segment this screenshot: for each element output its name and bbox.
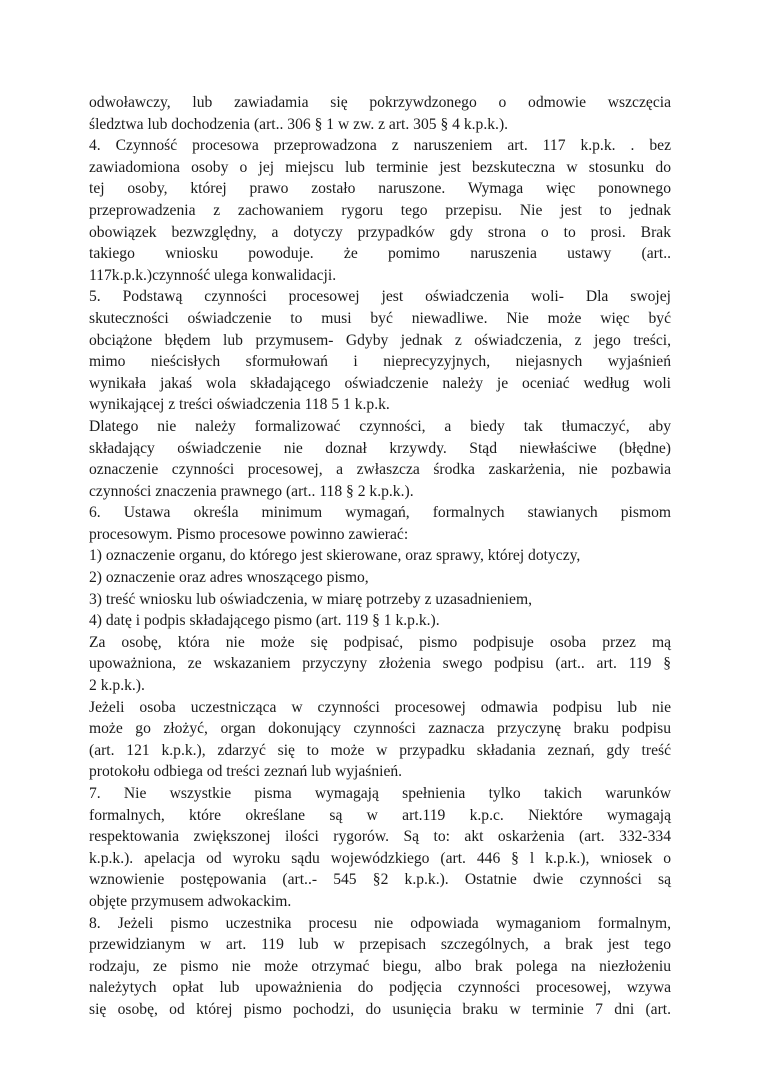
text-line: wznowienie postępowania (art..- 545 §2 k.p.k.). Ostatnie dwie czynności są <box>89 871 671 889</box>
text-line: przewidzianym w art. 119 lub w przepisach szczególnych, a brak jest tego <box>89 936 671 954</box>
document-body-text <box>89 92 671 1021</box>
text-line: Jeżeli osoba uczestnicząca w czynności procesowej odmawia podpisu lub nie <box>89 698 671 716</box>
text-line: 4. Czynność procesowa przeprowadzona z naruszeniem art. 117 k.p.k. . bez <box>89 137 671 155</box>
text-line: mimo nieścisłych sformułowań i nieprecyzyjnych, niejasnych wyjaśnień <box>89 353 671 371</box>
text-line: czynności znaczenia prawnego (art.. 118 § 2 k.p.k.). <box>89 482 414 500</box>
text-line: śledztwa lub dochodzenia (art.. 306 § 1 w zw. z art. 305 § 4 k.p.k.). <box>89 115 509 133</box>
text-line: objęte przymusem adwokackim. <box>89 892 292 910</box>
text-line: może go złożyć, organ dokonujący czynności zaznacza przyczynę braku podpisu <box>89 720 671 738</box>
text-line: skuteczności oświadczenie to musi być niewadliwe. Nie może więc być <box>89 309 671 327</box>
text-line: 2) oznaczenie oraz adres wnoszącego pismo, <box>89 569 369 587</box>
text-line: 5. Podstawą czynności procesowej jest oświadczenia woli- Dla swojej <box>89 288 671 306</box>
text-line: Za osobę, która nie może się podpisać, pismo podpisuje osoba przez mą <box>89 633 671 651</box>
text-line: należytych opłat lub upoważnienia do podjęcia czynności procesowej, wzywa <box>89 979 671 997</box>
text-line: wynikała jakaś wola składającego oświadczenie należy je oceniać według woli <box>89 374 671 392</box>
text-line: obowiązek bezwzględny, a dotyczy przypadków gdy strona o to prosi. Brak <box>89 223 671 241</box>
text-line: (art. 121 k.p.k.), zdarzyć się to może w przypadku składania zeznań, gdy treść <box>89 741 671 759</box>
text-line: takiego wniosku powoduje. że pomimo naruszenia ustawy (art.. <box>89 245 671 263</box>
text-line: przeprowadzenia z zachowaniem rygoru tego przepisu. Nie jest to jednak <box>89 201 671 219</box>
text-line: k.p.k.). apelacja od wyroku sądu wojewódzkiego (art. 446 § l k.p.k.), wniosek o <box>89 849 671 867</box>
text-line: składający oświadczenie nie doznał krzywdy. Stąd niewłaściwe (błędne) <box>89 439 671 457</box>
text-line: procesowym. Pismo procesowe powinno zawierać: <box>89 525 409 543</box>
text-line: protokołu odbiega od treści zeznań lub wyjaśnień. <box>89 763 403 781</box>
text-line: 117k.p.k.)czynność ulega konwalidacji. <box>89 266 337 284</box>
text-line: 8. Jeżeli pismo uczestnika procesu nie odpowiada wymaganiom formalnym, <box>89 914 671 932</box>
text-line: zawiadomiona osoby o jej miejscu lub terminie jest bezskuteczna w stosunku do <box>89 158 671 176</box>
text-line: 7. Nie wszystkie pisma wymagają spełnienia tylko takich warunków <box>89 785 671 802</box>
text-line: się osobę, od której pismo pochodzi, do usunięcia braku w terminie 7 dni (art. <box>89 1000 671 1018</box>
text-line: wynikającej z treści oświadczenia 118 5 1 k.p.k. <box>89 396 390 414</box>
text-line: rodzaju, ze pismo nie może otrzymać biegu, albo brak polega na niezłożeniu <box>89 957 671 975</box>
text-line: respektowania zwiększonej ilości rygorów. Są to: akt oskarżenia (art. 332-334 <box>89 828 671 846</box>
text-line: Dlatego nie należy formalizować czynności, a biedy tak tłumaczyć, aby <box>89 417 671 435</box>
text-line: obciążone błędem lub przymusem- Gdyby jednak z oświadczenia, z jego treści, <box>89 331 671 349</box>
text-line: 2 k.p.k.). <box>89 677 145 695</box>
text-line: 1) oznaczenie organu, do którego jest skierowane, oraz sprawy, której dotyczy, <box>89 547 581 565</box>
text-line: 4) datę i podpis składającego pismo (art. 119 § 1 k.p.k.). <box>89 612 440 630</box>
text-line: formalnych, które określane są w art.119 k.p.c. Niektóre wymagają <box>89 806 671 824</box>
text-line: upoważniona, ze wskazaniem przyczyny złożenia swego podpisu (art.. art. 119 § <box>89 655 671 673</box>
text-line: oznaczenie czynności procesowej, a zwłaszcza środka zaskarżenia, nie pozbawia <box>89 461 671 479</box>
text-line: 3) treść wniosku lub oświadczenia, w miarę potrzeby z uzasadnieniem, <box>89 590 532 608</box>
text-line: 6. Ustawa określa minimum wymagań, formalnych stawianych pismom <box>89 504 671 522</box>
text-line: tej osoby, której prawo zostało naruszone. Wymaga więc ponownego <box>89 180 671 198</box>
text-line: odwoławczy, lub zawiadamia się pokrzywdzonego o odmowie wszczęcia <box>89 94 671 111</box>
